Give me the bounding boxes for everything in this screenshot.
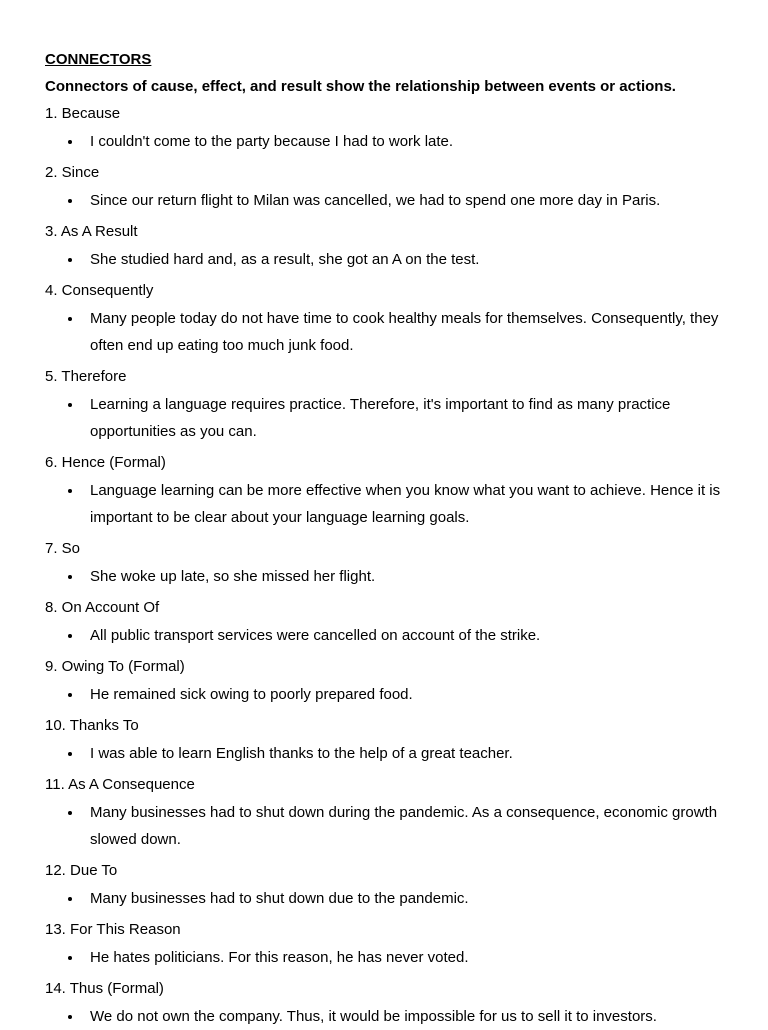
document-title: CONNECTORS (45, 51, 152, 68)
connector-list (45, 105, 723, 1030)
example-list (45, 128, 723, 155)
example-item (45, 477, 723, 531)
bullet-icon (67, 563, 73, 590)
bullet-icon (67, 246, 73, 273)
example-text: I couldn't come to the party because I had to work late. (90, 133, 454, 150)
example-item (45, 391, 723, 445)
connector-heading: 3. As A Result (45, 223, 138, 240)
example-text: Many businesses had to shut down during the pandemic. As a consequence, economic growth slowed down. (90, 804, 718, 848)
bullet-icon (67, 391, 73, 418)
connector-heading: 7. So (45, 540, 81, 557)
bullet-icon (67, 128, 73, 155)
bullet-icon (67, 885, 73, 912)
example-text: She studied hard and, as a result, she got an A on the test. (90, 251, 480, 268)
example-list (45, 187, 723, 214)
example-list (45, 681, 723, 708)
example-text: He hates politicians. For this reason, he has never voted. (90, 949, 469, 966)
example-item (45, 622, 723, 649)
example-text: Learning a language requires practice. Therefore, it's important to find as many practice opportunities as you can. (90, 396, 671, 440)
connector-entry (45, 599, 723, 649)
connector-heading: 14. Thus (Formal) (45, 980, 164, 997)
connector-entry (45, 862, 723, 912)
bullet-icon (67, 681, 73, 708)
connector-entry (45, 540, 723, 590)
connector-entry (45, 368, 723, 445)
example-list (45, 622, 723, 649)
connector-entry (45, 282, 723, 359)
example-item (45, 128, 723, 155)
connector-heading: 4. Consequently (45, 282, 154, 299)
bullet-icon (67, 477, 73, 504)
example-item (45, 681, 723, 708)
example-item (45, 246, 723, 273)
connector-heading: 5. Therefore (45, 368, 127, 385)
example-item (45, 799, 723, 853)
example-item (45, 187, 723, 214)
connector-entry (45, 454, 723, 531)
example-text: Many people today do not have time to cook healthy meals for themselves. Consequently, they often end up eating too much junk food. (90, 310, 719, 354)
connector-heading: 6. Hence (Formal) (45, 454, 166, 471)
example-list (45, 563, 723, 590)
example-list (45, 246, 723, 273)
example-list (45, 477, 723, 531)
example-text: Since our return flight to Milan was cancelled, we had to spend one more day in Paris. (90, 192, 661, 209)
example-item (45, 563, 723, 590)
connector-entry (45, 921, 723, 971)
connector-entry (45, 717, 723, 767)
example-item (45, 1003, 723, 1030)
bullet-icon (67, 740, 73, 767)
bullet-icon (67, 1003, 73, 1030)
connector-entry (45, 105, 723, 155)
example-list (45, 1003, 723, 1030)
intro-paragraph: Connectors of cause, effect, and result show the relationship between events or actions. (45, 78, 676, 95)
connector-heading: 2. Since (45, 164, 100, 181)
example-list (45, 305, 723, 359)
example-text: He remained sick owing to poorly prepared food. (90, 686, 413, 703)
connector-entry (45, 980, 723, 1030)
example-list (45, 740, 723, 767)
example-list (45, 944, 723, 971)
example-text: All public transport services were cancelled on account of the strike. (90, 627, 541, 644)
connector-entry (45, 776, 723, 853)
connector-entry (45, 164, 723, 214)
example-text: She woke up late, so she missed her flight. (90, 568, 376, 585)
connector-entry (45, 658, 723, 708)
example-list (45, 799, 723, 853)
bullet-icon (67, 944, 73, 971)
connector-heading: 12. Due To (45, 862, 118, 879)
connector-entry (45, 223, 723, 273)
example-text: I was able to learn English thanks to the help of a great teacher. (90, 745, 513, 762)
example-item (45, 305, 723, 359)
bullet-icon (67, 622, 73, 649)
example-list (45, 391, 723, 445)
example-item (45, 885, 723, 912)
connector-heading: 1. Because (45, 105, 121, 122)
bullet-icon (67, 187, 73, 214)
connector-heading: 9. Owing To (Formal) (45, 658, 185, 675)
example-text: Language learning can be more effective when you know what you want to achieve. Hence it is important to be clear about your language learning goals. (90, 482, 721, 526)
connector-heading: 13. For This Reason (45, 921, 181, 938)
example-text: We do not own the company. Thus, it would be impossible for us to sell it to investors. (90, 1008, 657, 1025)
connector-heading: 10. Thanks To (45, 717, 139, 734)
example-item (45, 740, 723, 767)
connector-heading: 11. As A Consequence (45, 776, 195, 793)
bullet-icon (67, 305, 73, 332)
example-item (45, 944, 723, 971)
example-list (45, 885, 723, 912)
example-text: Many businesses had to shut down due to the pandemic. (90, 890, 469, 907)
bullet-icon (67, 799, 73, 826)
connector-heading: 8. On Account Of (45, 599, 160, 616)
